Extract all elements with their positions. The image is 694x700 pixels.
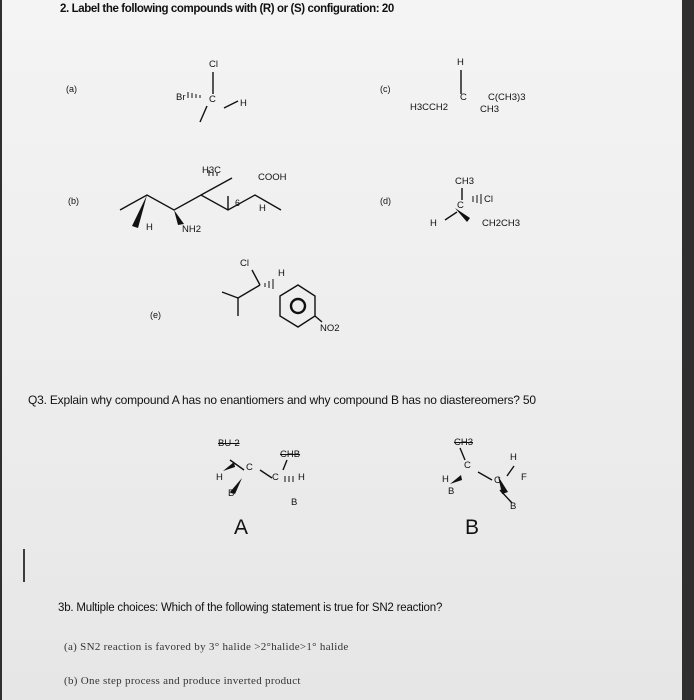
c-tert-butyl: C(CH3)3 [488,92,526,103]
e-nitro: NO2 [320,323,340,334]
a-carbon-2: C [272,472,279,483]
a-bromine: Br [176,92,186,103]
question-2-header: 2. Label the following compounds with (R) or (S) configuration: 20 [60,3,394,15]
b-b-right: B [510,501,517,512]
compound-a-label: A [234,516,249,539]
label-b: (b) [68,196,79,206]
b-hydrogen-left: H [442,474,449,485]
c-hydrogen: H [457,57,464,68]
d-ethyl: CH2CH3 [482,218,521,229]
d-methyl: CH3 [455,176,475,187]
c-ethyl: H3CCH2 [410,102,449,113]
d-carbon: C [457,200,464,211]
option-a: (a) SN2 reaction is favored by 3° halide >2°halide>1° halide [64,641,349,653]
a-top-left-group: BU-2 [218,438,240,449]
a-hydrogen-left: H [216,472,223,483]
a-carbon-1: C [246,462,253,473]
label-e: (e) [150,310,161,320]
question-3-text: Q3. Explain why compound A has no enantiomers and why compound B has no diastereomers? 50 [28,393,536,407]
a-carbon: C [209,94,216,105]
a-hydrogen: H [240,98,247,109]
question-3b-text: 3b. Multiple choices: Which of the following statement is true for SN2 reaction? [58,602,443,614]
e-chlorine: Cl [240,258,249,269]
chemical-structures [2,0,682,700]
b-methyl: H3C [202,165,222,176]
b-carbon-number: 6 [235,198,241,208]
c-methyl: CH3 [480,104,500,115]
compound-b-label: B [465,516,480,539]
c-carbon: C [460,92,467,103]
b-fluorine: F [521,472,527,483]
b-carbon-1: C [464,460,471,471]
label-c: (c) [380,84,391,94]
a-chlorine: Cl [209,59,218,70]
option-b: (b) One step process and produce inverted product [64,675,301,687]
d-chlorine: Cl [484,194,493,205]
label-a: (a) [66,84,77,94]
b-hydrogen-right: H [510,452,517,463]
b-carboxyl: COOH [258,172,287,183]
b-amine: NH2 [182,224,202,235]
b-top-group: CH3 [454,437,474,448]
label-d: (d) [380,196,391,206]
b-b-left: B [448,486,455,497]
b-hydrogen-left: H [146,222,153,233]
e-hydrogen: H [278,268,285,279]
a-top-right-group: CHB [280,449,301,460]
b-carbon-2: C [494,475,501,486]
b-hydrogen-right: H [259,203,266,214]
d-hydrogen: H [430,218,437,229]
a-hydrogen-right: H [298,472,305,483]
worksheet-page [2,0,682,700]
a-b-left: B [228,488,235,499]
a-b-right: B [291,497,298,508]
